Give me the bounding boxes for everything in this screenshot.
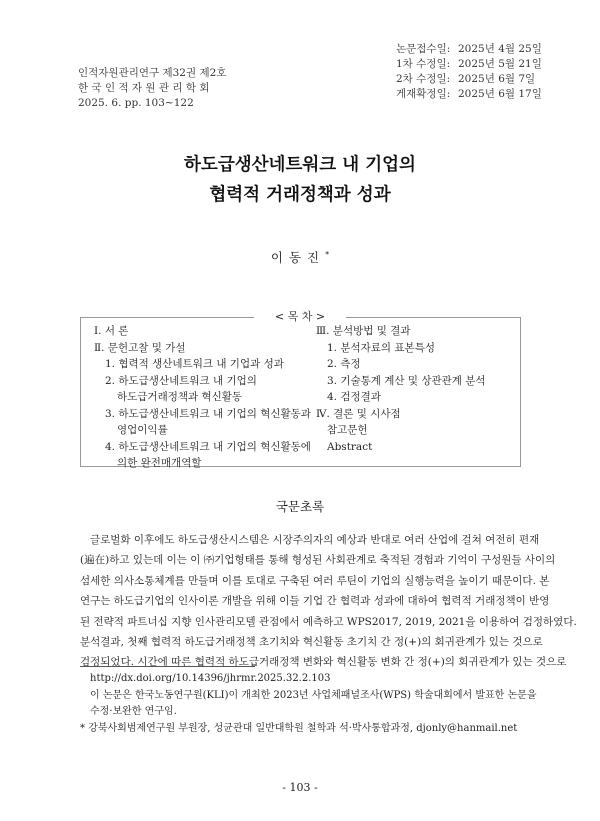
page-number: - 103 - <box>282 781 318 794</box>
author <box>0 248 600 266</box>
abstract-line: (遍在)하고 있는데 이는 이 ㈜기업형태를 통해 형성된 사회관계로 축적된 경험과 기억이 구성원들 사이의 <box>80 554 556 567</box>
date-value: 2025년 6월 17일 <box>458 88 542 100</box>
toc-item: Abstract <box>327 440 373 453</box>
toc-heading: < 목 차 > <box>254 308 346 324</box>
date-row <box>396 57 542 72</box>
abstract-line: 글로벌화 이후에도 하도급생산시스템은 시장주의자의 예상과 반대로 여러 산업에 걸쳐 여전히 편재 <box>90 534 540 546</box>
abstract-line: 연구는 하도급기업의 인사이론 개발을 위해 이들 기업 간 협력과 성과에 대하여 협력적 거래정책이 반영 <box>80 595 550 608</box>
toc-item: 2. 측정 <box>327 358 361 370</box>
abstract-line: 분석결과, 첫째 협력적 하도급거래정책 초기치와 혁신활동 초기치 간 정(+)의 회귀관계가 있는 것으로 <box>80 636 543 649</box>
abstract-heading: 국문초록 <box>275 499 325 514</box>
toc-item: 영업이익률 <box>117 424 168 436</box>
toc-item: 3. 기술통계 계산 및 상관관계 분석 <box>327 374 486 387</box>
toc-item: 참고문헌 <box>327 424 368 436</box>
date-value: 2025년 5월 21일 <box>458 58 542 70</box>
date-label: 게재확정일: <box>396 88 451 100</box>
footnotes <box>80 671 537 737</box>
toc-item: 2. 하도급생산네트워크 내 기업의 <box>105 374 257 387</box>
toc-item: 1. 협력적 생산네트워크 내 기업과 성과 <box>105 358 284 370</box>
society-name: 한 국 인 적 자 원 관 리 학 회 <box>78 82 210 94</box>
footnote-text: 이 논문은 한국노동연구원(KLI)이 개최한 2023년 사업체패널조사(WPS) 학술대회에서 발표한 논문을 <box>90 689 537 701</box>
date-label: 논문접수일: <box>396 43 451 55</box>
doi-link[interactable]: http://dx.doi.org/10.14396/jhrmr.2025.32.2.103 <box>90 673 331 684</box>
date-label: 1차 수정일: <box>396 58 451 70</box>
date-value: 2025년 4월 25일 <box>458 43 542 55</box>
footnote-divider <box>80 666 255 667</box>
title-line: 협력적 거래정책과 성과 <box>209 185 391 205</box>
title-line: 하도급생산네트워크 내 기업의 <box>184 155 416 175</box>
toc-item: 의한 완전매개역할 <box>117 457 202 469</box>
date-row <box>396 42 542 57</box>
author-footnote-mark: * <box>325 249 330 259</box>
toc-item: 1. 분석자료의 표본특성 <box>327 341 435 354</box>
date-label: 2차 수정일: <box>396 73 451 85</box>
journal-info <box>78 66 226 111</box>
toc-left-column <box>94 323 311 472</box>
date-value: 2025년 6월 7일 <box>458 73 536 85</box>
journal-name: 인적자원관리연구 제32권 제2호 <box>78 67 227 79</box>
toc-item: 하도급거래정책과 혁신활동 <box>117 391 243 403</box>
toc-item: 4. 하도급생산네트워크 내 기업의 혁신활동에 <box>105 440 311 453</box>
footnote-text: 수정·보완한 연구임. <box>90 706 177 717</box>
abstract-body <box>80 530 577 673</box>
submission-dates <box>396 42 542 102</box>
abstract-line: 된 전략적 파트너십 지향 인사관리모델 관점에서 예측하고 WPS2017, 2019, 2021을 이용하여 검정하였다. <box>80 615 577 628</box>
abstract-line: 검정되었다. 시간에 따른 협력적 하도급거래정책 변화와 혁신활동 변화 간 정(+)의 회귀관계가 있는 것으로 <box>80 656 567 669</box>
toc-item: Ⅰ. 서 론 <box>94 325 129 337</box>
toc-item: Ⅳ. 결론 및 시사점 <box>316 407 401 420</box>
date-row <box>396 87 542 102</box>
toc-item: 4. 검정결과 <box>327 391 381 403</box>
toc-item: Ⅱ. 문헌고찰 및 가설 <box>94 341 186 354</box>
toc-item: 3. 하도급생산네트워크 내 기업의 혁신활동과 <box>105 407 311 420</box>
toc-item: Ⅲ. 분석방법 및 결과 <box>316 325 411 337</box>
abstract-line: 섬세한 의사소통체계를 만들며 이를 토대로 구축된 여러 루틴이 기업의 실행능력을 높이기 때문이다. 본 <box>80 574 550 587</box>
toc-right-column <box>316 323 486 455</box>
date-row <box>396 72 536 87</box>
author-affiliation: * 강북사회범제연구원 부원장, 성균관대 일반대학원 철학과 석·박사통합과정, djonly@hanmail.net <box>80 722 518 734</box>
issue-pages: 2025. 6. pp. 103∼122 <box>78 97 194 109</box>
author-name: 이동진 <box>270 250 326 265</box>
paper-title <box>0 150 600 210</box>
